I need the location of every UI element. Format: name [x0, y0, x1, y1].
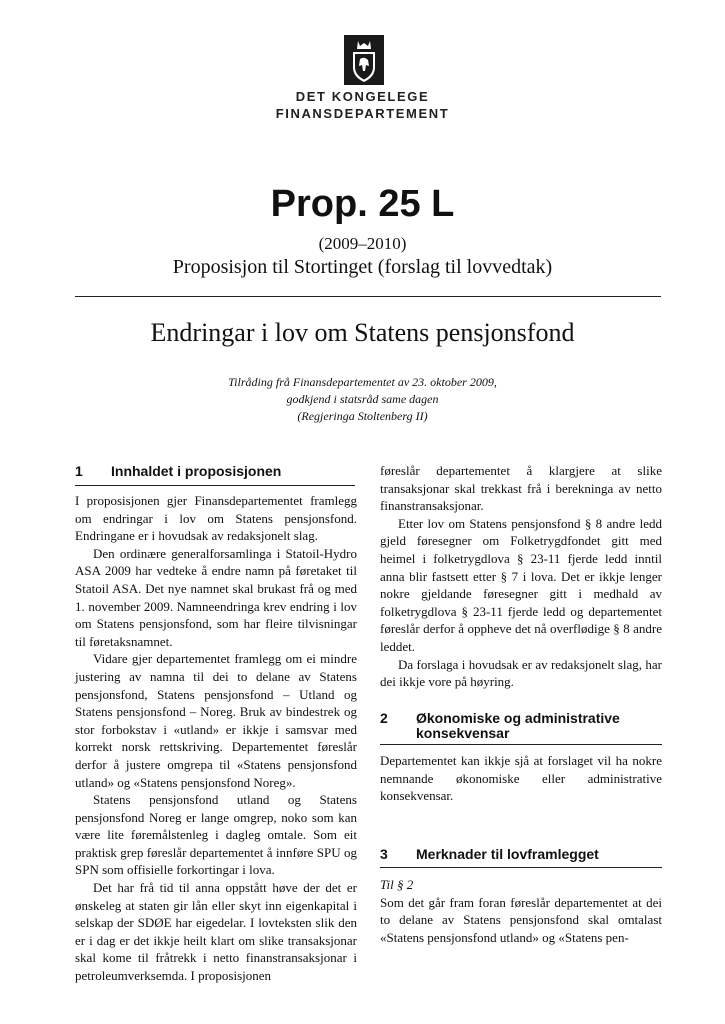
- paragraph: Departementet kan ikkje sjå at forslaget vil ha nokre nemnande økonomiske eller administrative konsekvensar.: [380, 753, 662, 804]
- paragraph: I proposisjonen gjer Finansdepartementet framlegg om endringar i lov om Statens pensjonsfond. Endringane er i hovudsak av redaksjonelt slag.: [75, 493, 357, 544]
- section-3-body: [380, 876, 662, 946]
- recommendation-line-1: Tilråding frå Finansdepartementet av 23. oktober 2009,: [228, 375, 497, 389]
- recommendation-line-3: (Regjeringa Stoltenberg II): [297, 409, 428, 423]
- section-2-body: [380, 752, 662, 805]
- paragraph: Statens pensjonsfond utland og Statens pensjonsfond Noreg er lange omgrep, noko som kan være lite føremålstenleg i dagleg omtale. Som eit praktisk grep føreslår departementet å innføre SPU og SPN som offisielle forkortingar i lova.: [75, 792, 357, 878]
- session-years: (2009–2010): [318, 234, 407, 253]
- section-3-number: 3: [380, 846, 388, 862]
- section-1-heading: [75, 464, 355, 480]
- department-name: [0, 88, 725, 122]
- section-2-number: 2: [380, 710, 388, 726]
- paragraph: Det har frå tid til anna oppstått høve der det er ønskeleg at staten gir lån eller skyt inn eigenkapital i selskap der SDØE har eigedelar. I lovteksten slik den er i dag er det ikkje heilt klart om slike transaksjonar skal kome til fråtrekk i netto finanstransaksjonar i petroleumverksemda. I proposisjonen: [75, 880, 357, 984]
- title-divider: [75, 296, 661, 297]
- section-3-title: Merknader til lovframlegget: [416, 846, 599, 862]
- section-2-title-line-2: konsekvensar: [416, 725, 510, 741]
- paragraph: Etter lov om Statens pensjonsfond § 8 andre ledd gjeld føresegner om Folketrygdfondet gitt med heimel i folketrygdlova § 23-11 fjerde ledd inntil anna blir fastsett etter § 7 i lova. Det er ikkje lenger nokre gjeldande føresegner gitt i medhald av folketrygdlova § 23-11 fjerde ledd og departementet føreslår derfor å oppheve det nå overflødige § 8 andre leddet.: [380, 515, 662, 654]
- section-1-rule: [75, 485, 355, 486]
- document-subtitle: Proposisjon til Stortinget (forslag til lovvedtak): [172, 256, 553, 278]
- paragraph: Da forslaga i hovudsak er av redaksjonelt slag, har dei ikkje vore på høyring.: [380, 656, 662, 690]
- page-title: Endringar i lov om Statens pensjonsfond: [150, 318, 575, 347]
- recommendation-line-2: godkjend i statsråd same dagen: [286, 392, 439, 406]
- paragraph: føreslår departementet å klargjere at slike transaksjonar skal trekkast frå i berekninga av netto finanstransaksjonar.: [380, 463, 662, 514]
- section-1-number: 1: [75, 463, 83, 479]
- section-2-heading: [380, 711, 660, 743]
- section-3-subheading: Til § 2: [380, 877, 414, 892]
- department-line-2: FINANSDEPARTEMENT: [275, 106, 450, 121]
- proposition-number: Prop. 25 L: [270, 183, 455, 225]
- paragraph: Som det går fram foran føreslår departementet at dei to delane av Statens pensjonsfond skal omtalast «Statens pensjonsfond utland» og «Statens pen-: [380, 894, 662, 945]
- left-column: [75, 492, 357, 985]
- paragraph: Den ordinære generalforsamlinga i Statoil-Hydro ASA 2009 har vedteke å endre namn på føretaket til Statoil ASA. Det nye namnet skal brukast frå og med 1. november 2009. Namneendringa krev endring i lov om Statens pensjonsfond, som har fleire tilvisningar til føretaksnamnet.: [75, 545, 357, 649]
- right-column-continuation: [380, 462, 662, 691]
- paragraph: Vidare gjer departementet framlegg om ei mindre justering av namna til dei to delane av Statens pensjonsfond, Statens pensjonsfond – Utland og Statens pensjonsfond – Noreg. Bruk av bindestrek og stor forbokstav i «utland» er ikkje i samsvar med korrekt norsk rettskriving. Departementet føreslår derfor å justere omgrepa til «Statens pensjonsfond utland» og «Statens pensjonsfond Noreg».: [75, 651, 357, 790]
- recommendation-note: [0, 374, 725, 425]
- department-line-1: DET KONGELEGE: [295, 89, 430, 104]
- section-3-heading: [380, 847, 660, 863]
- section-1-title: Innhaldet i proposisjonen: [111, 463, 282, 479]
- section-2-rule: [380, 744, 662, 745]
- section-3-rule: [380, 867, 662, 868]
- section-2-title-line-1: Økonomiske og administrative: [416, 710, 620, 726]
- coat-of-arms-logo: [344, 35, 384, 85]
